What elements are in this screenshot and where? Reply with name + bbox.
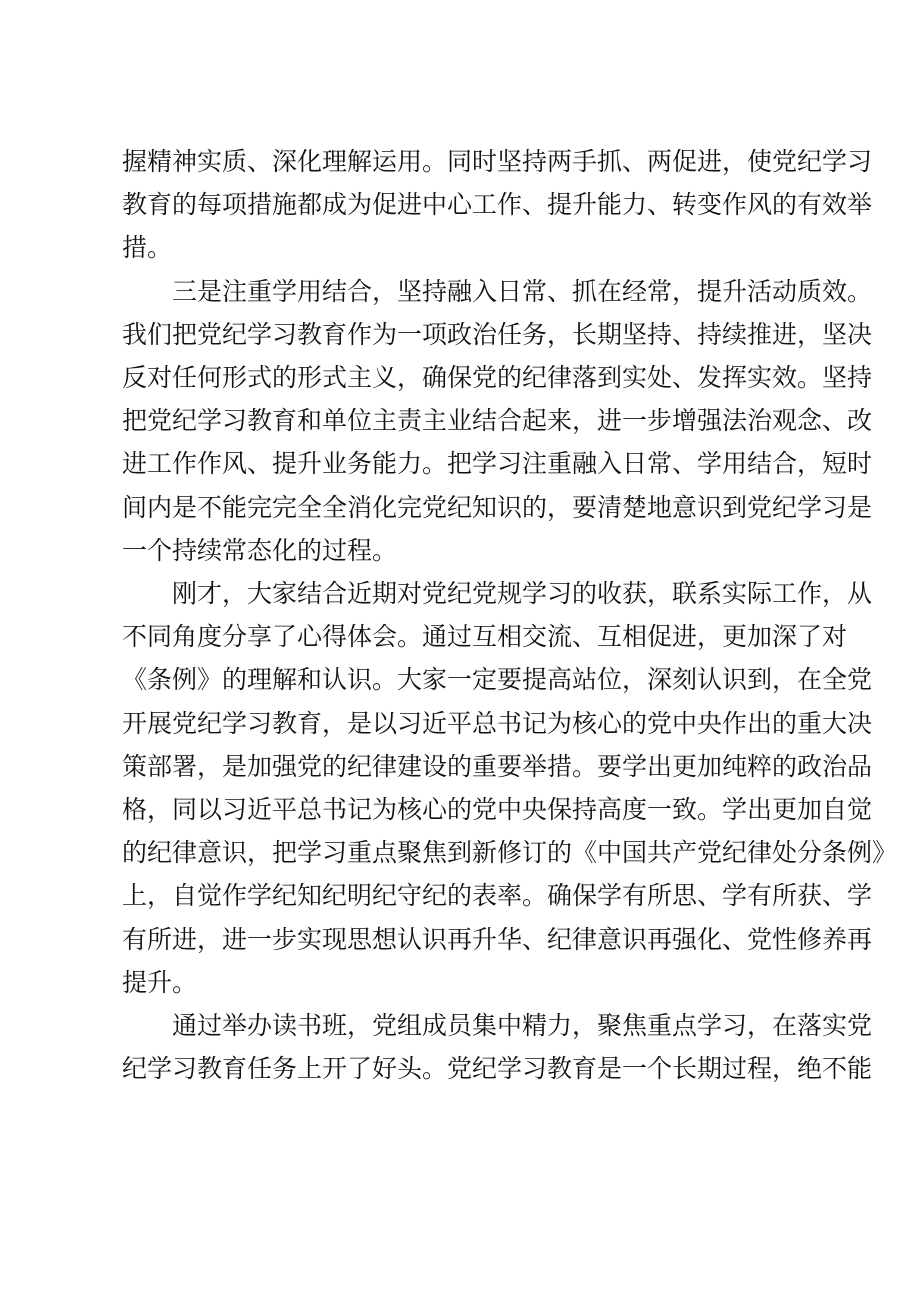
- text-line: 一个持续常态化的过程。: [122, 535, 398, 565]
- text-line: 教育的每项措施都成为促进中心工作、提升能力、转变作风的有效举: [122, 190, 873, 220]
- text-line: 提升。: [122, 967, 198, 997]
- text-line: 通过举办读书班，党组成员集中精力，聚焦重点学习，在落实党: [122, 1011, 873, 1041]
- text-line: 纪学习教育任务上开了好头。党纪学习教育是一个长期过程，绝不能: [122, 1054, 873, 1084]
- text-line: 握精神实质、深化理解运用。同时坚持两手抓、两促进，使党纪学习: [122, 147, 873, 176]
- text-line: 格，同以习近平总书记为核心的党中央保持高度一致。学出更加自觉: [122, 795, 873, 825]
- text-line: 进工作作风、提升业务能力。把学习注重融入日常、学用结合，短时: [122, 449, 873, 479]
- text-line: 有所进，进一步实现思想认识再升华、纪律意识再强化、党性修养再: [122, 924, 873, 954]
- document-body: [122, 140, 898, 1090]
- text-line: 三是注重学用结合，坚持融入日常、抓在经常，提升活动质效。: [122, 276, 873, 306]
- text-line: 刚才，大家结合近期对党纪党规学习的收获，联系实际工作，从: [122, 579, 873, 609]
- text-line: 把党纪学习教育和单位主责主业结合起来，进一步增强法治观念、改: [122, 406, 873, 436]
- text-line: 间内是不能完完全全消化完党纪知识的，要清楚地意识到党纪学习是: [122, 492, 873, 522]
- text-line: 《条例》的理解和认识。大家一定要提高站位，深刻认识到，在全党: [122, 665, 873, 695]
- text-line: 策部署，是加强党的纪律建设的重要举措。要学出更加纯粹的政治品: [122, 751, 873, 781]
- text-line: 开展党纪学习教育，是以习近平总书记为核心的党中央作出的重大决: [122, 708, 873, 738]
- text-line: 我们把党纪学习教育作为一项政治任务，长期坚持、持续推进，坚决: [122, 319, 873, 349]
- text-line: 的纪律意识，把学习重点聚焦到新修订的《中国共产党纪律处分条例》: [122, 838, 898, 868]
- text-line: 上，自觉作学纪知纪明纪守纪的表率。确保学有所思、学有所获、学: [122, 881, 873, 911]
- text-line: 措。: [122, 233, 173, 263]
- text-line: 反对任何形式的形式主义，确保党的纪律落到实处、发挥实效。坚持: [122, 363, 873, 393]
- text-line: 不同角度分享了心得体会。通过互相交流、互相促进，更加深了对: [122, 622, 848, 652]
